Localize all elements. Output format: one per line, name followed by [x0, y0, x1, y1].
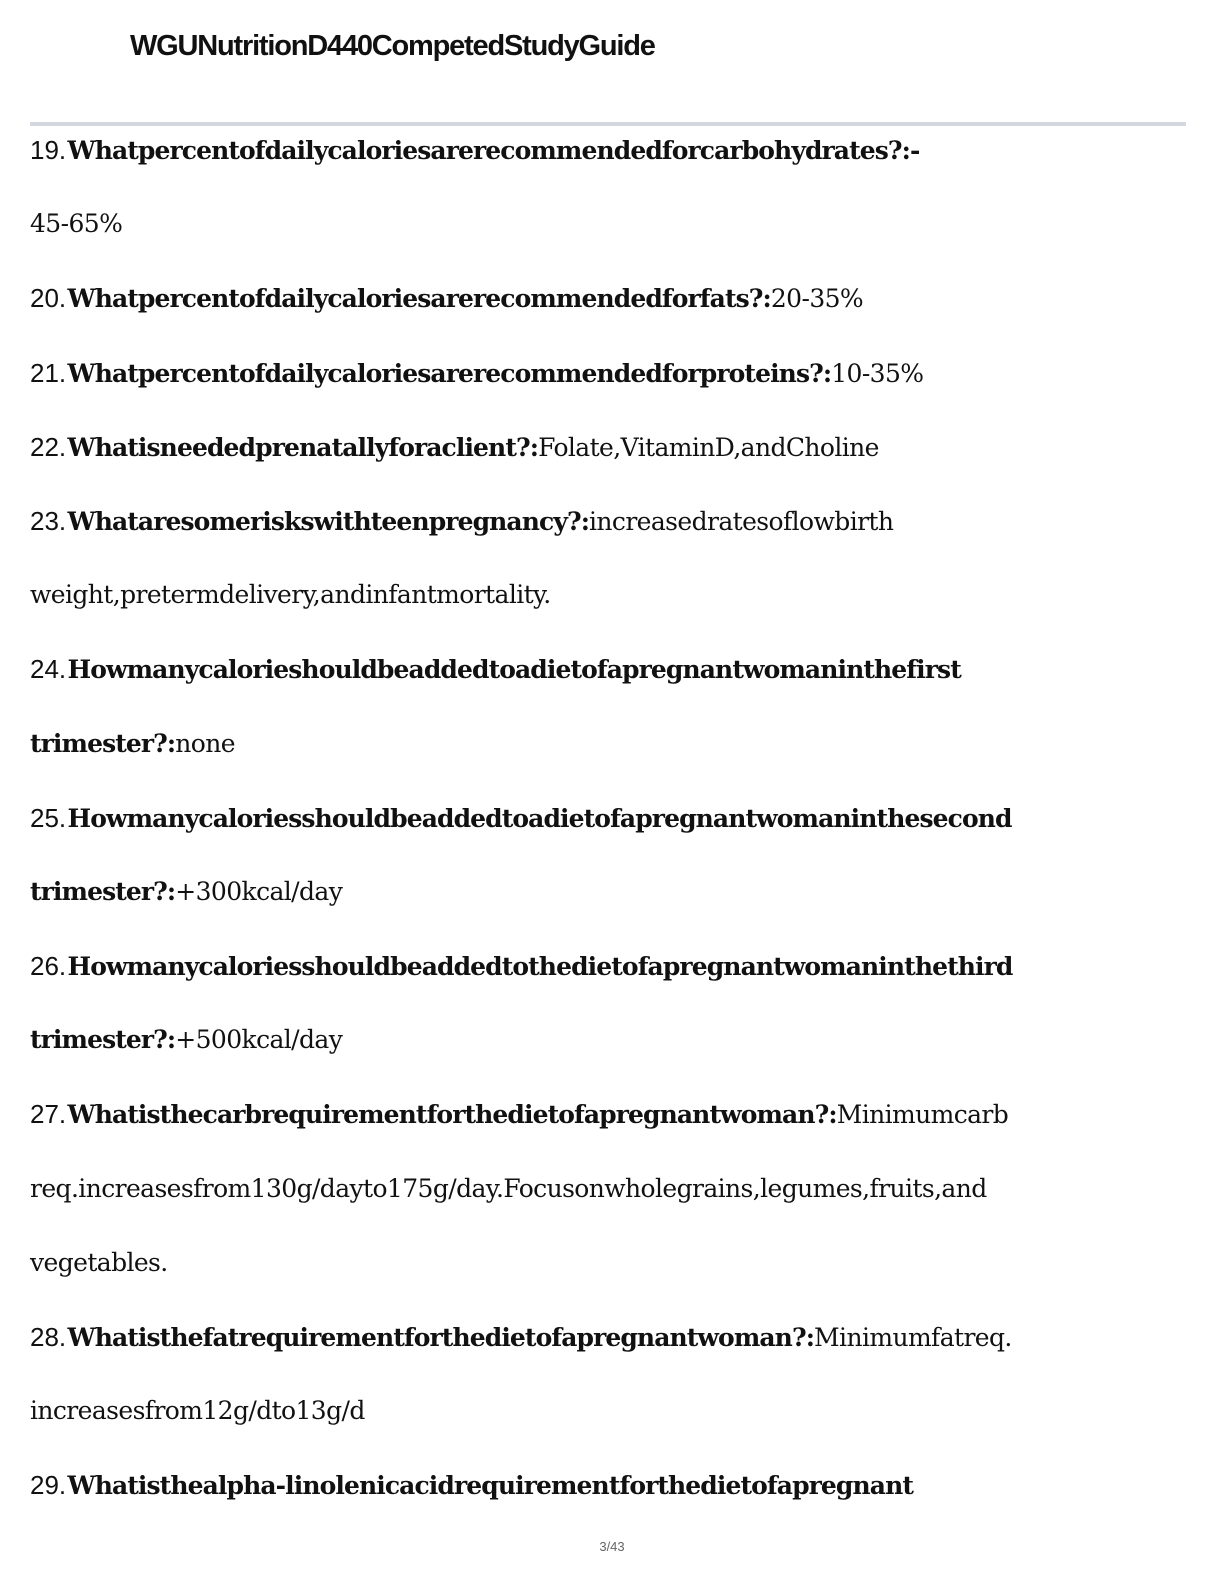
answer-text: +300kcal/day — [175, 876, 343, 906]
question-text: Howmanycalorieshouldbeaddedtoadietofapregnantwomaninthefirst — [67, 655, 961, 685]
document-title: WGUNutritionD440CompetedStudyGuide — [130, 30, 655, 62]
question-number: 27. — [30, 1099, 67, 1130]
text-line — [30, 1463, 1190, 1537]
text-line — [30, 1167, 1190, 1241]
text-line — [30, 351, 1190, 425]
question-number: 21. — [30, 357, 67, 388]
answer-text: Folate,VitaminD,andCholine — [538, 432, 879, 462]
question-text: trimester?: — [30, 876, 176, 906]
question-number: 25. — [30, 802, 67, 833]
question-number: 28. — [30, 1322, 67, 1352]
text-line — [30, 796, 1190, 870]
answer-text: req.increasesfrom130g/dayto175g/day.Focusonwholegrains,legumes,fruits,and — [30, 1173, 987, 1203]
question-number: 19. — [30, 135, 67, 165]
answer-text: weight,pretermdelivery,andinfantmortality. — [30, 580, 551, 610]
text-line — [30, 499, 1190, 573]
question-number: 20. — [30, 283, 67, 314]
text-line — [30, 647, 1190, 721]
text-line — [30, 944, 1190, 1018]
question-text: Howmanycaloriesshouldbeaddedtoadietofapregnantwomaninthesecond — [67, 803, 1012, 833]
answer-text: increasesfrom12g/dto13g/d — [30, 1396, 365, 1426]
question-text: Whatpercentofdailycaloriesarerecommendedforfats?: — [67, 284, 771, 314]
question-text: Whatpercentofdailycaloriesarerecommendedforproteins?: — [67, 358, 832, 388]
question-text: Whatisthefatrequirementforthedietofapregnantwoman?: — [67, 1323, 815, 1352]
study-guide-content — [30, 128, 1190, 1538]
answer-text: increasedratesoflowbirth — [589, 506, 894, 536]
answer-text: vegetables. — [30, 1247, 168, 1277]
answer-text: 10-35% — [831, 358, 924, 388]
text-line — [30, 1241, 1190, 1315]
answer-text: 20-35% — [770, 284, 864, 314]
answer-text: Minimumcarb — [836, 1100, 1009, 1130]
question-text: Whatisthealpha-linolenicacidrequirementforthedietofapregnant — [67, 1471, 914, 1501]
question-text: trimester?: — [30, 728, 176, 758]
text-line — [30, 573, 1190, 647]
question-number: 23. — [30, 505, 67, 536]
text-line — [30, 1389, 1190, 1463]
question-number: 29. — [30, 1470, 67, 1501]
answer-text: +500kcal/day — [175, 1025, 343, 1055]
text-line — [30, 128, 1190, 202]
text-line — [30, 276, 1190, 350]
text-line — [30, 202, 1190, 276]
question-text: Whatisneededprenatallyforaclient?: — [67, 432, 539, 462]
text-line — [30, 1315, 1190, 1389]
question-number: 22. — [30, 431, 67, 462]
answer-text: 45-65% — [30, 209, 123, 239]
page-number: 3/43 — [599, 1539, 625, 1554]
text-line — [30, 1092, 1190, 1166]
question-text: trimester?: — [30, 1025, 176, 1055]
question-text: Whatisthecarbrequirementforthedietofapregnantwoman?: — [67, 1100, 837, 1130]
header-divider — [30, 122, 1186, 126]
answer-text: Minimumfatreq. — [814, 1323, 1012, 1352]
text-line — [30, 722, 1190, 796]
text-line — [30, 870, 1190, 944]
answer-text: none — [175, 728, 235, 758]
question-text: Whataresomeriskswithteenpregnancy?: — [67, 506, 590, 536]
question-number: 24. — [30, 654, 67, 685]
text-line — [30, 1018, 1190, 1092]
question-text: Whatpercentofdailycaloriesarerecommendedforcarbohydrates?:- — [67, 136, 920, 165]
question-text: Howmanycaloriesshouldbeaddedtothedietofapregnantwomaninthethird — [67, 952, 1013, 982]
text-line — [30, 425, 1190, 499]
question-number: 26. — [30, 951, 67, 982]
